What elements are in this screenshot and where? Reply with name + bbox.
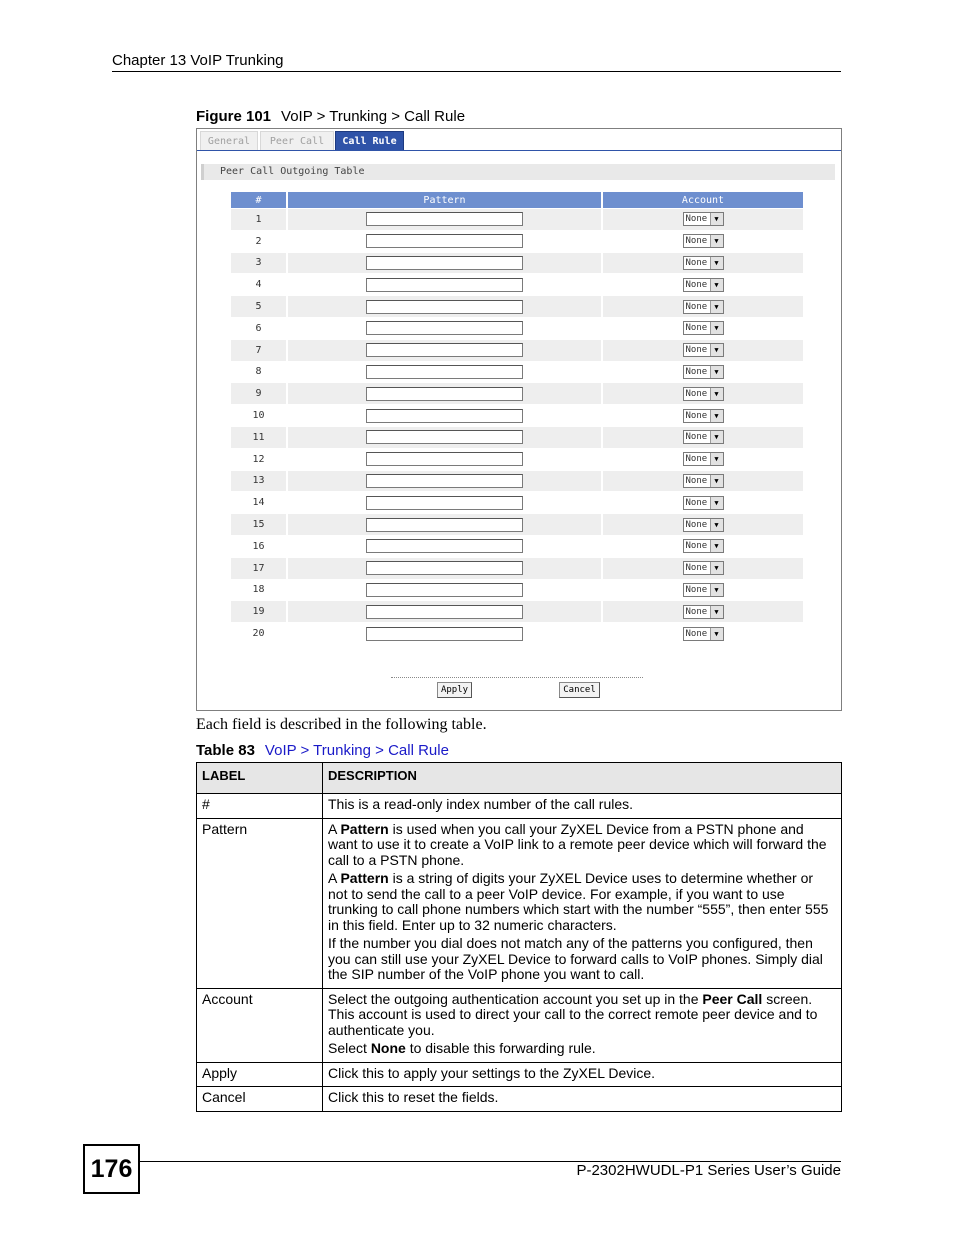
table-row <box>231 427 805 449</box>
row-index: 5 <box>231 296 286 317</box>
pattern-input[interactable] <box>366 256 523 270</box>
label-header: LABEL <box>197 763 323 794</box>
dropdown-arrow-icon[interactable]: ▼ <box>710 344 723 356</box>
description-row <box>197 794 842 819</box>
apply-button[interactable]: Apply <box>437 682 472 698</box>
pattern-cell <box>288 427 601 448</box>
column-header-pattern: Pattern <box>288 192 601 208</box>
tab-underline <box>197 150 841 151</box>
peer-call-outgoing-table <box>231 192 805 645</box>
column-header-account: Account <box>603 192 803 208</box>
table-row <box>231 580 805 602</box>
account-select-value: None <box>685 497 708 508</box>
description-paragraph: Select the outgoing authentication account you set up in the Peer Call screen. This account is used to direct your call to the correct remote peer device and to authenticate you. <box>328 990 818 1038</box>
pattern-input[interactable] <box>366 452 523 466</box>
table-row <box>231 340 805 362</box>
description-paragraph: If the number you dial does not match any of the patterns you configured, then you can still use your ZyXEL Device to forward calls to VoIP phones. Simply dial the SIP number of the VoIP phone you want to call. <box>328 935 823 982</box>
account-cell <box>603 492 803 513</box>
pattern-input[interactable] <box>366 321 523 335</box>
row-index: 19 <box>231 601 286 622</box>
pattern-input[interactable] <box>366 387 523 401</box>
table-caption <box>196 742 449 759</box>
description-paragraph: This is a read-only index number of the call rules. <box>328 796 634 812</box>
field-label: Pattern <box>197 818 323 988</box>
column-header-index: # <box>231 192 286 208</box>
pattern-cell <box>288 536 601 557</box>
table-header-row <box>231 192 805 209</box>
cancel-button[interactable]: Cancel <box>559 682 600 698</box>
pattern-input[interactable] <box>366 518 523 532</box>
pattern-input[interactable] <box>366 474 523 488</box>
dropdown-arrow-icon[interactable]: ▼ <box>710 322 723 334</box>
table-row <box>231 601 805 623</box>
account-select[interactable] <box>683 627 724 641</box>
pattern-cell <box>288 471 601 492</box>
dropdown-arrow-icon[interactable]: ▼ <box>710 431 723 443</box>
account-select[interactable] <box>683 605 724 619</box>
pattern-cell <box>288 209 601 230</box>
dropdown-arrow-icon[interactable]: ▼ <box>710 584 723 596</box>
account-select-value: None <box>685 257 708 268</box>
account-cell <box>603 383 803 404</box>
account-select[interactable] <box>683 365 724 379</box>
field-description <box>323 1062 842 1087</box>
pattern-input[interactable] <box>366 234 523 248</box>
row-index: 20 <box>231 623 286 644</box>
header-rule <box>112 71 841 72</box>
dropdown-arrow-icon[interactable]: ▼ <box>710 562 723 574</box>
pattern-input[interactable] <box>366 212 523 226</box>
account-select-value: None <box>685 628 708 639</box>
account-cell <box>603 558 803 579</box>
intro-text: Each field is described in the following table. <box>196 716 487 733</box>
account-cell <box>603 601 803 622</box>
table-row <box>231 296 805 318</box>
guide-title: P-2302HWUDL-P1 Series User’s Guide <box>576 1162 841 1179</box>
field-description <box>323 818 842 988</box>
pattern-cell <box>288 296 601 317</box>
pattern-cell <box>288 231 601 252</box>
account-select-value: None <box>685 475 708 486</box>
field-description <box>323 988 842 1062</box>
table-row <box>231 318 805 340</box>
pattern-input[interactable] <box>366 278 523 292</box>
row-index: 1 <box>231 209 286 230</box>
pattern-input[interactable] <box>366 496 523 510</box>
field-label: # <box>197 794 323 819</box>
table-row <box>231 558 805 580</box>
row-index: 11 <box>231 427 286 448</box>
description-row <box>197 1062 842 1087</box>
table-row <box>231 623 805 645</box>
pattern-input[interactable] <box>366 583 523 597</box>
account-cell <box>603 536 803 557</box>
tab-call-rule[interactable]: Call Rule <box>335 131 404 151</box>
account-select[interactable] <box>683 474 724 488</box>
tab-bar <box>197 129 841 151</box>
account-select[interactable] <box>683 212 724 226</box>
pattern-cell <box>288 405 601 426</box>
dropdown-arrow-icon[interactable]: ▼ <box>710 410 723 422</box>
dropdown-arrow-icon[interactable]: ▼ <box>710 540 723 552</box>
field-label: Cancel <box>197 1087 323 1112</box>
account-cell <box>603 623 803 644</box>
account-select-value: None <box>685 454 708 465</box>
row-index: 17 <box>231 558 286 579</box>
dropdown-arrow-icon[interactable]: ▼ <box>710 628 723 640</box>
dropdown-arrow-icon[interactable]: ▼ <box>710 301 723 313</box>
description-row <box>197 988 842 1062</box>
description-paragraph: A Pattern is a string of digits your ZyXEL Device uses to determine whether or not to send the call to a peer VoIP device. For example, if you want to use trunking to call phone numbers which start with the number “555”, then enter 555 in this field. Enter up to 32 numeric characters. <box>328 870 829 933</box>
section-title: Peer Call Outgoing Table <box>201 164 835 180</box>
description-row <box>197 1087 842 1112</box>
table-title-link[interactable]: VoIP > Trunking > Call Rule <box>264 742 449 759</box>
pattern-cell <box>288 558 601 579</box>
account-select[interactable] <box>683 518 724 532</box>
description-paragraph: Click this to reset the fields. <box>328 1089 499 1105</box>
table-row <box>231 471 805 493</box>
row-index: 14 <box>231 492 286 513</box>
pattern-cell <box>288 514 601 535</box>
dropdown-arrow-icon[interactable]: ▼ <box>710 388 723 400</box>
dropdown-arrow-icon[interactable]: ▼ <box>710 606 723 618</box>
account-select-value: None <box>685 345 708 356</box>
account-select[interactable] <box>683 343 724 357</box>
pattern-cell <box>288 274 601 295</box>
pattern-input[interactable] <box>366 300 523 314</box>
dropdown-arrow-icon[interactable]: ▼ <box>710 475 723 487</box>
dropdown-arrow-icon[interactable]: ▼ <box>710 497 723 509</box>
pattern-input[interactable] <box>366 605 523 619</box>
account-cell <box>603 427 803 448</box>
pattern-input[interactable] <box>366 343 523 357</box>
pattern-input[interactable] <box>366 539 523 553</box>
pattern-cell <box>288 318 601 339</box>
dropdown-arrow-icon[interactable]: ▼ <box>710 257 723 269</box>
account-select[interactable] <box>683 234 724 248</box>
row-index: 7 <box>231 340 286 361</box>
table-row <box>231 405 805 427</box>
account-select[interactable] <box>683 387 724 401</box>
field-label: Apply <box>197 1062 323 1087</box>
row-index: 18 <box>231 580 286 601</box>
dropdown-arrow-icon[interactable]: ▼ <box>710 453 723 465</box>
table-row <box>231 274 805 296</box>
row-index: 2 <box>231 231 286 252</box>
row-index: 13 <box>231 471 286 492</box>
dropdown-arrow-icon[interactable]: ▼ <box>710 279 723 291</box>
row-index: 4 <box>231 274 286 295</box>
row-index: 3 <box>231 253 286 274</box>
pattern-input[interactable] <box>366 430 523 444</box>
description-paragraph: Click this to apply your settings to the ZyXEL Device. <box>328 1064 656 1081</box>
dropdown-arrow-icon[interactable]: ▼ <box>710 519 723 531</box>
table-row <box>231 209 805 231</box>
pattern-cell <box>288 383 601 404</box>
account-cell <box>603 296 803 317</box>
account-cell <box>603 318 803 339</box>
table-number: Table 83 <box>196 742 255 759</box>
table-row <box>231 362 805 384</box>
account-select-value: None <box>685 584 708 595</box>
tab-general[interactable]: General <box>200 131 258 151</box>
page-number: 176 <box>83 1144 140 1194</box>
field-description-table <box>196 762 842 1112</box>
account-cell <box>603 449 803 470</box>
account-cell <box>603 471 803 492</box>
account-select[interactable] <box>683 430 724 444</box>
row-index: 16 <box>231 536 286 557</box>
account-cell <box>603 253 803 274</box>
account-cell <box>603 209 803 230</box>
account-select[interactable] <box>683 539 724 553</box>
account-select-value: None <box>685 323 708 334</box>
account-select-value: None <box>685 236 708 247</box>
pattern-cell <box>288 362 601 383</box>
chapter-header: Chapter 13 VoIP Trunking <box>112 52 284 69</box>
account-cell <box>603 340 803 361</box>
account-select[interactable] <box>683 409 724 423</box>
table-row <box>231 536 805 558</box>
account-select-value: None <box>685 563 708 574</box>
figure-title: VoIP > Trunking > Call Rule <box>281 108 466 125</box>
account-select[interactable] <box>683 452 724 466</box>
account-cell <box>603 362 803 383</box>
tab-peer-call[interactable]: Peer Call <box>260 131 334 151</box>
dropdown-arrow-icon[interactable]: ▼ <box>710 366 723 378</box>
account-select-value: None <box>685 606 708 617</box>
description-paragraph: Select None to disable this forwarding rule. <box>328 1040 596 1056</box>
account-select-value: None <box>685 410 708 421</box>
description-paragraph: A Pattern is used when you call your ZyXEL Device from a PSTN phone and want to use it to create a VoIP link to a remote peer device which will forward the call to a PSTN phone. <box>328 820 827 868</box>
pattern-cell <box>288 492 601 513</box>
dropdown-arrow-icon[interactable]: ▼ <box>710 235 723 247</box>
field-description <box>323 794 842 819</box>
figure-caption <box>196 108 465 125</box>
table-row <box>231 492 805 514</box>
pattern-cell <box>288 253 601 274</box>
account-select[interactable] <box>683 278 724 292</box>
account-cell <box>603 514 803 535</box>
account-select[interactable] <box>683 583 724 597</box>
table-row <box>231 383 805 405</box>
account-select-value: None <box>685 432 708 443</box>
table-row <box>231 514 805 536</box>
pattern-input[interactable] <box>366 627 523 641</box>
account-select[interactable] <box>683 256 724 270</box>
pattern-input[interactable] <box>366 365 523 379</box>
account-cell <box>603 405 803 426</box>
account-select-value: None <box>685 279 708 290</box>
account-cell <box>603 580 803 601</box>
row-index: 8 <box>231 362 286 383</box>
figure-number: Figure 101 <box>196 108 272 125</box>
description-header-row <box>197 763 842 794</box>
pattern-input[interactable] <box>366 409 523 423</box>
row-index: 12 <box>231 449 286 470</box>
pattern-input[interactable] <box>366 561 523 575</box>
description-row <box>197 818 842 988</box>
account-select[interactable] <box>683 561 724 575</box>
account-select[interactable] <box>683 496 724 510</box>
pattern-cell <box>288 449 601 470</box>
account-select[interactable] <box>683 300 724 314</box>
description-header: DESCRIPTION <box>323 763 842 794</box>
account-select-value: None <box>685 214 708 225</box>
account-select[interactable] <box>683 321 724 335</box>
pattern-cell <box>288 623 601 644</box>
pattern-cell <box>288 601 601 622</box>
account-select-value: None <box>685 388 708 399</box>
row-index: 15 <box>231 514 286 535</box>
table-row <box>231 449 805 471</box>
account-select-value: None <box>685 519 708 530</box>
call-rule-screenshot <box>196 128 842 711</box>
pattern-cell <box>288 580 601 601</box>
dropdown-arrow-icon[interactable]: ▼ <box>710 213 723 225</box>
account-select-value: None <box>685 301 708 312</box>
row-index: 9 <box>231 383 286 404</box>
table-row <box>231 253 805 275</box>
account-cell <box>603 274 803 295</box>
row-index: 10 <box>231 405 286 426</box>
button-divider <box>391 677 643 678</box>
field-description <box>323 1087 842 1112</box>
account-select-value: None <box>685 366 708 377</box>
table-row <box>231 231 805 253</box>
field-label: Account <box>197 988 323 1062</box>
account-cell <box>603 231 803 252</box>
pattern-cell <box>288 340 601 361</box>
account-select-value: None <box>685 541 708 552</box>
row-index: 6 <box>231 318 286 339</box>
